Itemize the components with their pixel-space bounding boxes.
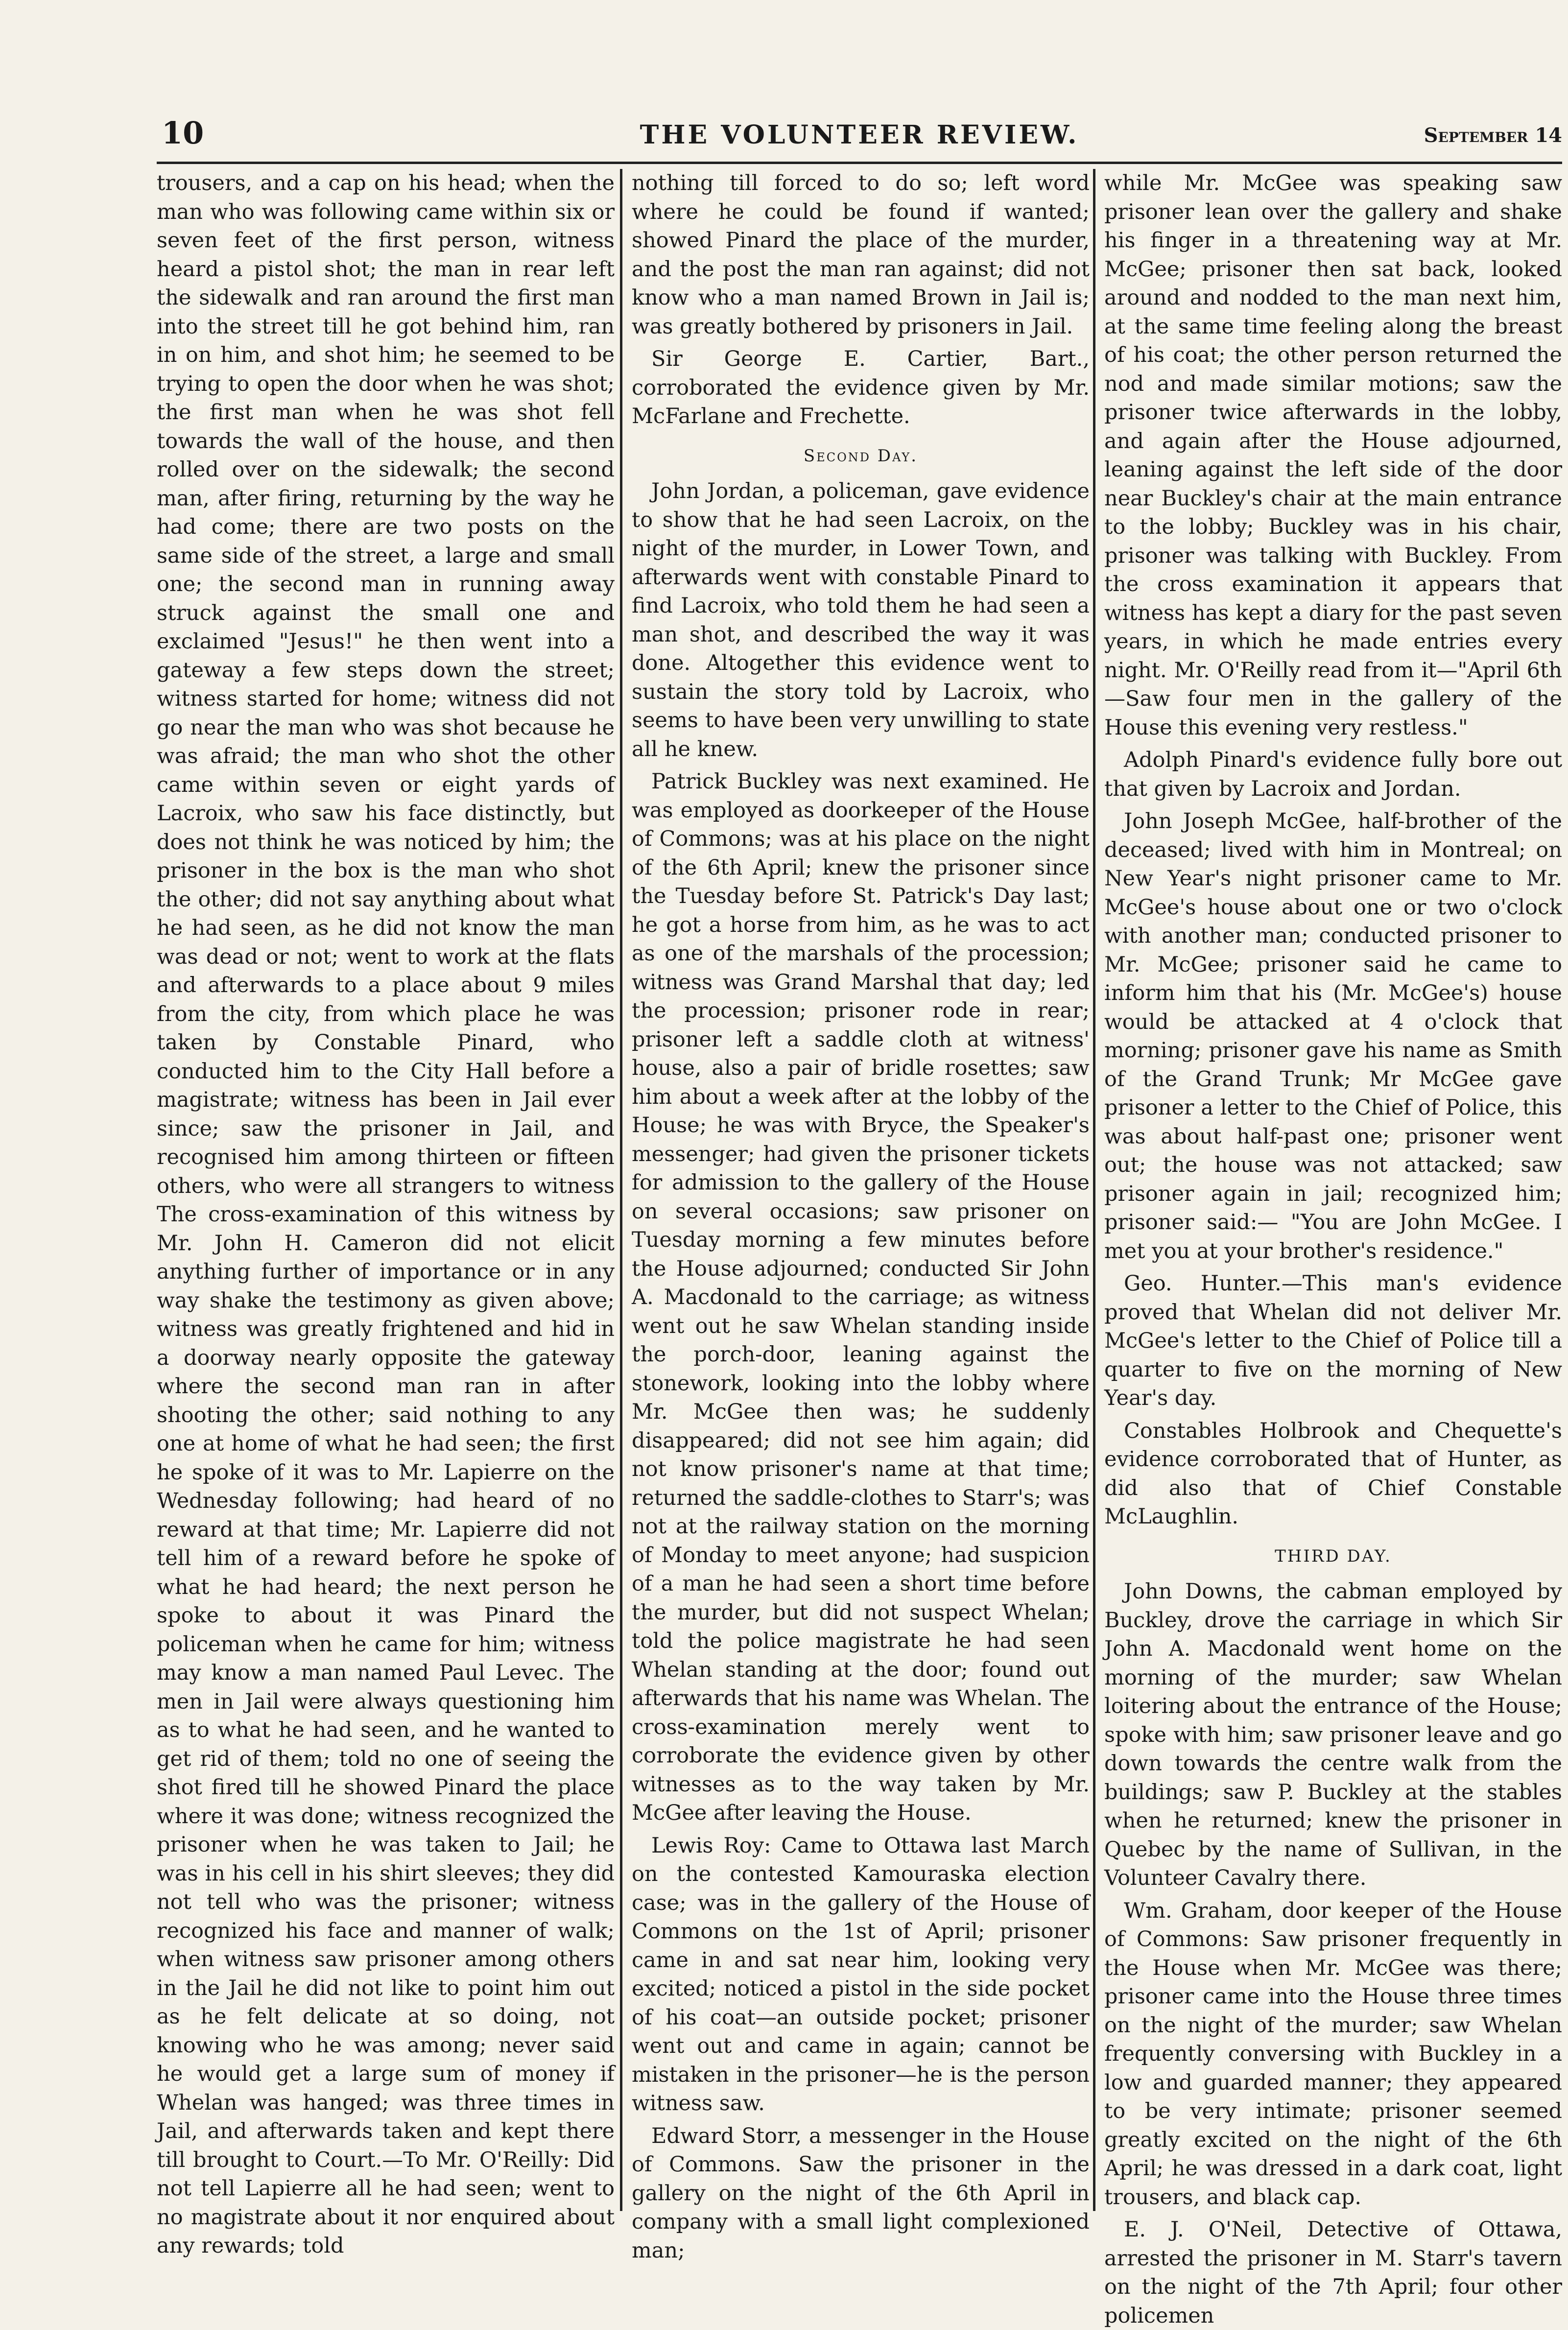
article-column-3 [1104, 169, 1562, 2328]
paragraph: Wm. Graham, door keeper of the House of Commons: Saw prisoner frequently in the House when Mr. McGee was there; prisoner came into the House three times on the night of the murder; saw Whelan frequently conversing with Buckley in a low and guarded manner; they appeared to be very intimate; prisoner seemed greatly excited on the night of the 6th April; he was dressed in a dark coat, light trousers, and black cap. [1104, 1898, 1562, 2210]
paragraph: Edward Storr, a messenger in the House of Commons. Saw the prisoner in the gallery on the night of the 6th April in company with a small light complexioned man; [632, 2123, 1090, 2263]
paragraph: trousers, and a cap on his head; when the man who was following came within six or seven feet of the first person, witness heard a pistol shot; the man in rear left the sidewalk and ran around the first man into the street till he got behind him, ran in on him, and shot him; he seemed to be trying to open the door when he was shot; the first man when he was shot fell towards the wall of the house, and then rolled over on the sidewalk; the second man, after firing, returning by the way he had come; there are two posts on the same side of the street, a large and small one; the second man in running away struck against the small one and exclaimed "Jesus!" he then went into a gateway a few steps down the street; witness started for home; witness did not go near the man who was shot because he was afraid; the man who shot the other came within seven or eight yards of Lacroix, who saw his face distinctly, but does not think he was noticed by him; the prisoner in the box is the man who shot the other; did not say anything about what he had seen, as he did not know the man was dead or not; went to work at the flats and afterwards to a place about 9 miles from the city, from which place he was taken by Constable Pinard, who conducted him to the City Hall before a magistrate; witness has been in Jail ever since; saw the prisoner in Jail, and recognised him among thirteen or fifteen others, who were all strangers to witness The cross-examination of this witness by Mr. John H. Cameron did not elicit anything further of importance or in any way shake the testimony as given above; witness was greatly frightened and hid in a doorway nearly opposite the gateway where the second man ran in after shooting the other; said nothing to any one at home of what he had seen; the first he spoke of it was to Mr. Lapierre on the Wednesday following; had heard of no reward at that time; Mr. Lapierre did not tell him of a reward before he spoke of what he had heard; the next person he spoke to about it was Pinard the policeman when he came for him; witness may know a man named Paul Levec. The men in Jail were always questioning him as to what he had seen, and he wanted to get rid of them; told no one of seeing the shot fired till he showed Pinard the place where it was done; witness recognized the prisoner when he was taken to Jail; he was in his cell in his shirt sleeves; they did not tell who was the prisoner; witness recognized his face and manner of walk; when witness saw prisoner among others in the Jail he did not like to point him out as he felt delicate at so doing, not knowing who he was among; never said he would get a large sum of money if Whelan was hanged; was three times in Jail, and afterwards taken and kept there till brought to Court.—To Mr. O'Reilly: Did not tell Lapierre all he had seen; went to no magistrate about it nor enquired about any rewards; told [157, 171, 615, 2258]
header-rule [157, 162, 1562, 164]
paragraph: Adolph Pinard's evidence fully bore out that given by Lacroix and Jordan. [1104, 748, 1562, 801]
article-column-2 [632, 169, 1090, 2263]
issue-date: September 14 [1424, 124, 1562, 147]
paragraph: Geo. Hunter.—This man's evidence proved that Whelan did not deliver Mr. McGee's letter to the Chief of Police till a quarter to five on the morning of New Year's day. [1104, 1271, 1562, 1410]
paragraph: Patrick Buckley was next examined. He was employed as doorkeeper of the House of Commons; was at his place on the night of the 6th April; knew the prisoner since the Tuesday before St. Patrick's Day last; he got a horse from him, as he was to act as one of the marshals of the procession; witness was Grand Marshal that day; led the procession; prisoner rode in rear; prisoner left a saddle cloth at witness' house, also a pair of bridle rosettes; saw him about a week after at the lobby of the House; he was with Bryce, the Speaker's messenger; had given the prisoner tickets for admission to the gallery of the House on several occasions; saw prisoner on Tuesday morning a few minutes before the House adjourned; conducted Sir John A. Macdonald to the carriage; as witness went out he saw Whelan standing inside the porch-door, leaning against the stonework, looking into the lobby where Mr. McGee then was; he suddenly disappeared; did not see him again; did not know prisoner's name at that time; returned the saddle-clothes to Starr's; was not at the railway station on the morning of Monday to meet anyone; had suspicion of a man he had seen a short time before the murder, but did not suspect Whelan; told the police magistrate he had seen Whelan standing at the door; found out afterwards that his name was Whelan. The cross-examination merely went to corroborate the evidence given by other witnesses as to the way taken by Mr. McGee after leaving the House. [632, 769, 1090, 1825]
paragraph: Constables Holbrook and Chequette's evidence corroborated that of Hunter, as did also that of Chief Constable McLaughlin. [1104, 1418, 1562, 1529]
publication-title: THE VOLUNTEER REVIEW. [640, 120, 1079, 150]
paragraph: E. J. O'Neil, Detective of Ottawa, arrested the prisoner in M. Starr's tavern on the night of the 7th April; four other policemen [1104, 2217, 1562, 2328]
page-number: 10 [162, 115, 204, 151]
paragraph: John Downs, the cabman employed by Buckley, drove the carriage in which Sir John A. Macdonald went home on the morning of the murder; saw Whelan loitering about the entrance of the House; spoke with him; saw prisoner leave and go down towards the centre walk from the buildings; saw P. Buckley at the stables when he returned; knew the prisoner in Quebec by the name of Sullivan, in the Volunteer Cavalry there. [1104, 1579, 1562, 1890]
page-header [157, 115, 1562, 162]
paragraph: Lewis Roy: Came to Ottawa last March on the contested Kamouraska election case; was in the gallery of the House of Commons on the 1st of April; prisoner came in and sat near him, looking very excited; noticed a pistol in the side pocket of his coat—an outside pocket; prisoner went out and came in again; cannot be mistaken in the prisoner—he is the person witness saw. [632, 1833, 1090, 2116]
section-heading-third-day: THIRD DAY. [1275, 1546, 1392, 1566]
column-divider [1093, 169, 1095, 2211]
paragraph: Sir George E. Cartier, Bart., corroborated the evidence given by Mr. McFarlane and Frechette. [632, 347, 1090, 428]
paragraph: nothing till forced to do so; left word where he could be found if wanted; showed Pinard the place of the murder, and the post the man ran against; did not know who a man named Brown in Jail is; was greatly bothered by prisoners in Jail. [632, 171, 1090, 339]
column-divider [620, 169, 622, 2211]
paragraph: John Jordan, a policeman, gave evidence to show that he had seen Lacroix, on the night of the murder, in Lower Town, and afterwards went with constable Pinard to find Lacroix, who told them he had seen a man shot, and described the way it was done. Altogether this evidence went to sustain the story told by Lacroix, who seems to have been very unwilling to state all he knew. [632, 479, 1090, 761]
section-heading-second-day: Second Day. [803, 446, 918, 466]
paragraph: John Joseph McGee, half-brother of the deceased; lived with him in Montreal; on New Year's night prisoner came to Mr. McGee's house about one or two o'clock with another man; conducted prisoner to Mr. McGee; prisoner said he came to inform him that his (Mr. McGee's) house would be attacked at 4 o'clock that morning; prisoner gave his name as Smith of the Grand Trunk; Mr McGee gave prisoner a letter to the Chief of Police, this was about half-past one; prisoner went out; the house was not attacked; saw prisoner again in jail; recognized him; prisoner said:— "You are John McGee. I met you at your brother's residence." [1104, 809, 1562, 1263]
paragraph: while Mr. McGee was speaking saw prisoner lean over the gallery and shake his finger in a threatening way at Mr. McGee; prisoner then sat back, looked around and nodded to the man next him, at the same time feeling along the breast of his coat; the other person returned the nod and made similar motions; saw the prisoner twice afterwards in the lobby, and again after the House adjourned, leaning against the left side of the door near Buckley's chair at the main entrance to the lobby; Buckley was in his chair, prisoner was talking with Buckley. From the cross examination it appears that witness has kept a diary for the past seven years, in which he made entries every night. Mr. O'Reilly read from it—"April 6th—Saw four men in the gallery of the House this evening very restless." [1104, 171, 1562, 740]
article-column-1 [157, 169, 615, 2258]
